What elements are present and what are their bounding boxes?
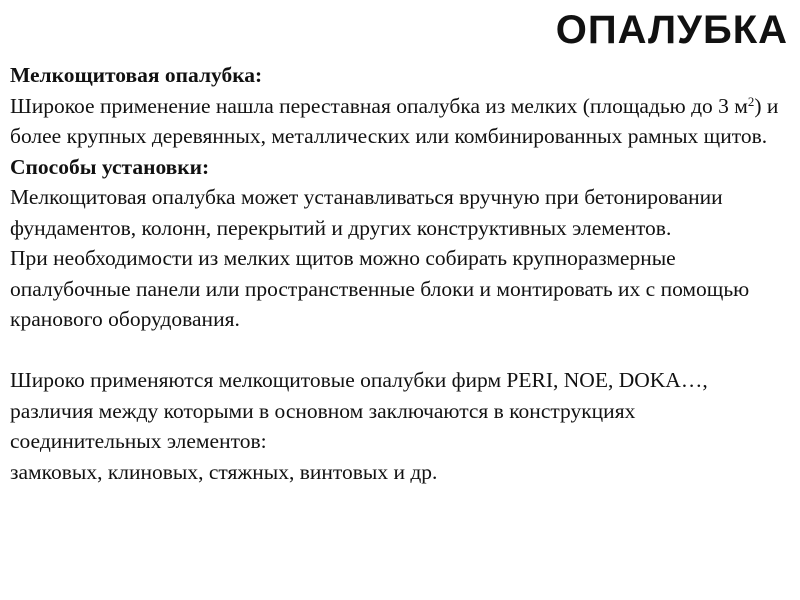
paragraph-spacer [10,335,790,366]
slide-title: ОПАЛУБКА [555,8,788,52]
formwork-description-text-end: ) и более крупных деревянных, металлических или комбинированных рамных щитов. [10,93,779,148]
area-unit-superscript: 2 [747,94,755,109]
formwork-description-text-start: Широкое применение нашла переставная опалубка из мелких (площадью до 3 м [10,93,748,118]
manual-installation-paragraph: Мелкощитовая опалубка может устанавливаться вручную при бетонировании фундаментов, колонн, перекрытий и других конструктивных элементов. [10,185,723,240]
slide-body [10,60,790,487]
differences-line: различия между которыми в основном заключаются в конструкциях соединительных элементов: [10,398,636,453]
manufacturers-line: Широко применяются мелкощитовые опалубки фирм PERI, NOE, DOKA…, [10,368,708,392]
section-heading-installation-methods: Способы установки: [10,154,210,179]
section-heading-small-panel-formwork: Мелкощитовая опалубка: [10,63,263,87]
connector-types-line: замковых, клиновых, стяжных, винтовых и др. [10,459,438,484]
crane-assembly-paragraph: При необходимости из мелких щитов можно собирать крупноразмерные опалубочные панели или пространственные блоки и монтировать их с помощью кранового оборудования. [10,246,750,331]
formwork-description [10,91,790,152]
